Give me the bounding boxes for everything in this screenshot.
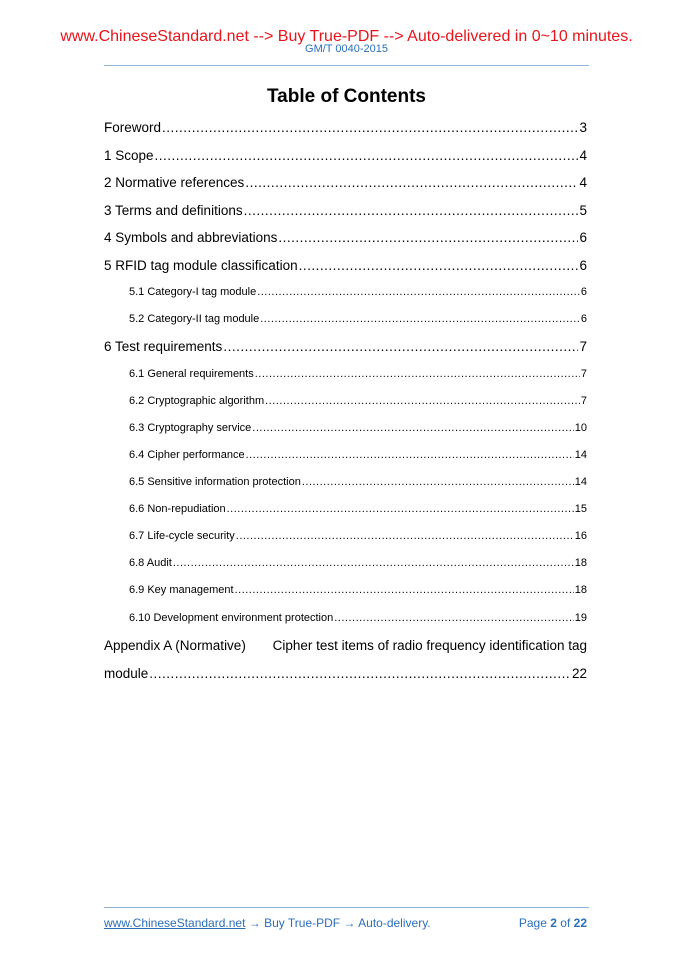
toc-subentry[interactable] <box>104 577 587 604</box>
toc-entry[interactable] <box>104 142 587 170</box>
toc-entry-page: 14 <box>574 448 587 461</box>
toc-entry[interactable] <box>104 224 587 252</box>
toc-entry-label: 6.4 Cipher performance <box>129 448 245 461</box>
toc-leader-dots <box>302 469 574 496</box>
toc-entry-label: 6.6 Non-repudiation <box>129 503 226 516</box>
toc-entry-page: 6 <box>579 257 587 273</box>
arrow-icon: → <box>248 916 261 930</box>
toc-leader-dots <box>223 333 578 361</box>
header-divider <box>104 65 589 66</box>
toc-entry-page: 4 <box>579 175 587 190</box>
toc-subentry[interactable] <box>104 469 587 496</box>
total-pages: 22 <box>573 916 587 930</box>
toc-entry-label: 1 Scope <box>104 147 154 163</box>
toc-appendix-entry[interactable] <box>104 632 587 688</box>
toc-entry[interactable] <box>104 333 587 361</box>
promo-banner[interactable]: www.ChineseStandard.net --> Buy True-PDF --> Auto-delivered in 0~10 minutes. <box>60 28 633 45</box>
toc-entry-label: 2 Normative references <box>104 175 245 190</box>
page-title: Table of Contents <box>266 86 427 107</box>
toc-entry-label: 6.10 Development environment protection <box>129 611 334 624</box>
toc-entry-page: 22 <box>571 665 587 681</box>
toc-entry-label: 6 Test requirements <box>104 339 223 355</box>
toc-entry-page: 3 <box>579 120 587 135</box>
toc-entry-page: 15 <box>574 503 587 516</box>
toc-subentry[interactable] <box>104 306 587 333</box>
toc-entry-label: 6.7 Life-cycle security <box>129 530 235 543</box>
appendix-title-line2: module <box>104 665 149 681</box>
toc-entry-label: 6.9 Key management <box>129 584 234 597</box>
toc-entry-page: 14 <box>574 476 587 489</box>
toc-entry-label: 6.2 Cryptographic algorithm <box>129 394 265 407</box>
toc-leader-dots <box>299 252 579 280</box>
toc-leader-dots <box>245 169 578 197</box>
toc-leader-dots <box>246 442 574 469</box>
toc-leader-dots <box>265 388 580 415</box>
toc-entry-label: Foreword <box>104 120 162 135</box>
toc-leader-dots <box>252 415 573 442</box>
toc-leader-dots <box>149 660 571 688</box>
toc-subentry[interactable] <box>104 523 587 550</box>
toc-entry-label: 4 Symbols and abbreviations <box>104 230 278 245</box>
appendix-title-line1: Cipher test items of radio frequency identification tag <box>272 637 587 653</box>
toc-entry-page: 5 <box>579 202 587 218</box>
toc-leader-dots <box>227 496 574 523</box>
table-of-contents <box>104 114 587 688</box>
toc-entry-label: 5 RFID tag module classification <box>104 257 298 273</box>
toc-leader-dots <box>334 605 574 632</box>
toc-entry-page: 19 <box>574 611 587 624</box>
toc-subentry[interactable] <box>104 415 587 442</box>
toc-leader-dots <box>260 306 580 333</box>
footer-site-link[interactable]: www.ChineseStandard.net <box>104 916 246 930</box>
toc-entry-label: 5.2 Category-II tag module <box>129 313 260 326</box>
toc-entry[interactable] <box>104 197 587 225</box>
toc-entry-page: 18 <box>574 584 587 597</box>
footer-delivery-text: Auto-delivery. <box>358 916 431 930</box>
footer-links <box>104 916 431 930</box>
toc-entry[interactable] <box>104 169 587 197</box>
appendix-label: Appendix A (Normative) <box>104 637 246 653</box>
toc-entry-page: 7 <box>579 339 587 355</box>
toc-leader-dots <box>278 224 578 252</box>
toc-leader-dots <box>235 577 574 604</box>
toc-entry-page: 6 <box>580 286 587 298</box>
toc-leader-dots <box>173 550 574 577</box>
page-counter <box>519 916 587 930</box>
toc-entry-label: 6.1 General requirements <box>129 367 254 380</box>
toc-entry-page: 4 <box>579 147 587 163</box>
toc-leader-dots <box>257 279 580 306</box>
of-word: of <box>560 916 571 930</box>
toc-leader-dots <box>162 114 578 142</box>
toc-subentry[interactable] <box>104 279 587 306</box>
toc-entry-page: 7 <box>580 394 587 407</box>
toc-entry-page: 6 <box>580 313 587 326</box>
toc-entry-page: 18 <box>574 557 587 570</box>
standard-id: GM/T 0040-2015 <box>305 43 388 55</box>
toc-subentry[interactable] <box>104 496 587 523</box>
toc-entry-label: 3 Terms and definitions <box>104 202 243 218</box>
toc-subentry[interactable] <box>104 388 587 415</box>
toc-entry-label: 5.1 Category-I tag module <box>129 286 257 298</box>
toc-entry[interactable] <box>104 114 587 142</box>
footer-divider <box>104 907 589 908</box>
toc-subentry[interactable] <box>104 605 587 632</box>
toc-entry-page: 16 <box>574 530 587 543</box>
footer-buy-link[interactable]: Buy True-PDF <box>264 916 341 930</box>
toc-leader-dots <box>255 361 580 388</box>
toc-subentry[interactable] <box>104 550 587 577</box>
toc-leader-dots <box>236 523 574 550</box>
arrow-icon: → <box>343 916 356 930</box>
toc-entry-page: 7 <box>580 367 587 380</box>
toc-entry[interactable] <box>104 252 587 280</box>
toc-subentry[interactable] <box>104 442 587 469</box>
toc-entry-page: 6 <box>579 230 587 245</box>
toc-leader-dots <box>244 197 579 225</box>
toc-subentry[interactable] <box>104 361 587 388</box>
page-word: Page <box>518 916 547 930</box>
page-footer <box>104 916 587 930</box>
toc-entry-label: 6.3 Cryptography service <box>129 421 252 434</box>
toc-entry-page: 10 <box>574 421 587 434</box>
toc-entry-label: 6.8 Audit <box>129 557 172 570</box>
page-number: 2 <box>550 916 557 930</box>
toc-leader-dots <box>155 142 579 170</box>
toc-entry-label: 6.5 Sensitive information protection <box>129 476 301 489</box>
